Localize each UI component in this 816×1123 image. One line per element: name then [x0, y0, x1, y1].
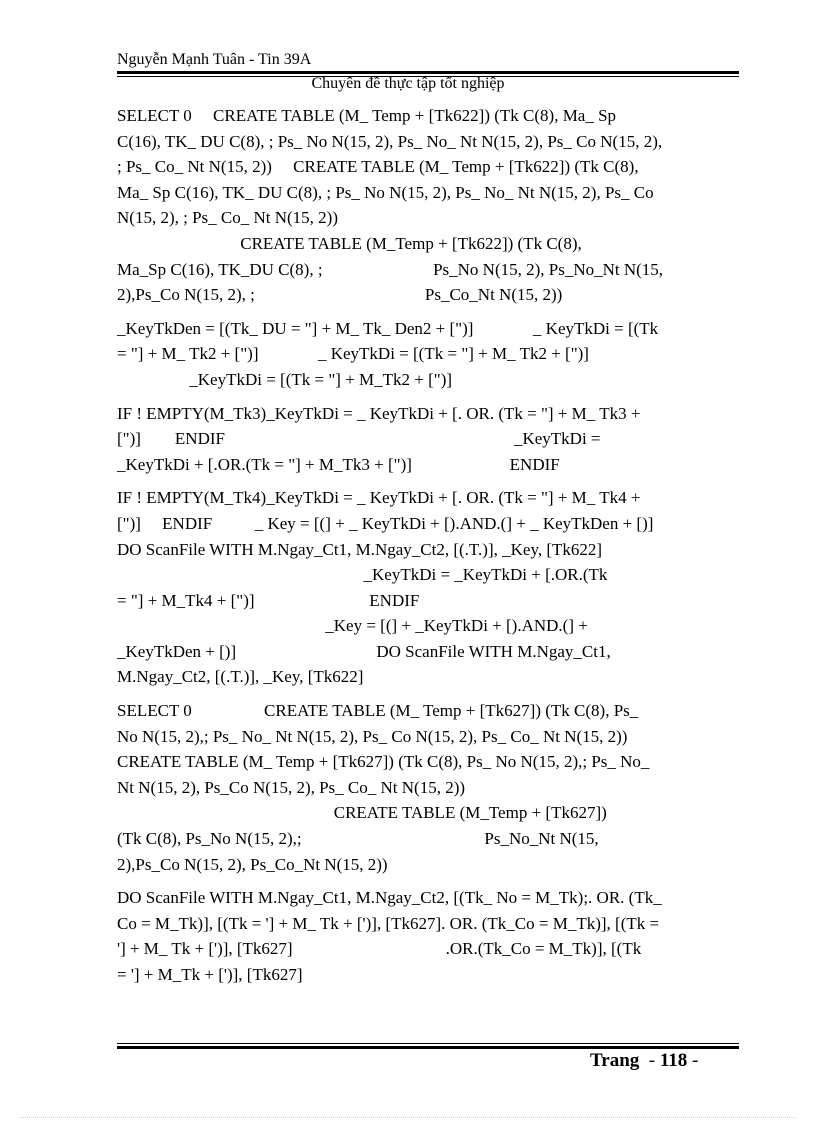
code-line: No N(15, 2),; Ps_ No_ Nt N(15, 2), Ps_ Co N(15, 2), Ps_ Co_ Nt N(15, 2))	[117, 726, 628, 746]
code-paragraph	[117, 698, 739, 877]
document-subtitle: Chuyên đề thực tập tốt nghiệp	[311, 75, 505, 92]
code-line: IF ! EMPTY(M_Tk4)_KeyTkDi = _ KeyTkDi + [. OR. (Tk = "] + M_ Tk4 +	[117, 488, 641, 508]
page-edge-dots	[20, 1117, 796, 1118]
code-line: = '] + M_Tk + [')], [Tk627]	[117, 965, 303, 984]
code-line: = "] + M_Tk4 + [")] ENDIF	[117, 590, 420, 610]
code-line: CREATE TABLE (M_Temp + [Tk622]) (Tk C(8),	[117, 233, 582, 253]
code-line: SELECT 0 CREATE TABLE (M_ Temp + [Tk622]) (Tk C(8), Ma_ Sp	[117, 106, 617, 125]
code-line: [")] ENDIF _KeyTkDi =	[117, 429, 601, 449]
page-footer	[590, 1050, 698, 1072]
page-label: Trang	[590, 1050, 640, 1071]
code-line: [")] ENDIF _ Key = [(] + _ KeyTkDi + [).AND.(] + _ KeyTkDen + [)]	[117, 513, 654, 533]
author-header: Nguyễn Mạnh Tuân - Tin 39A	[117, 51, 312, 68]
code-line: _KeyTkDi = [(Tk = "] + M_Tk2 + [")]	[117, 369, 453, 389]
code-line: C(16), TK_ DU C(8), ; Ps_ No N(15, 2), Ps_ No_ Nt N(15, 2), Ps_ Co N(15, 2),	[117, 131, 663, 151]
code-line: DO ScanFile WITH M.Ngay_Ct1, M.Ngay_Ct2, [(Tk_ No = M_Tk);. OR. (Tk_	[117, 888, 662, 908]
code-line: N(15, 2), ; Ps_ Co_ Nt N(15, 2))	[117, 208, 338, 228]
code-paragraph	[117, 885, 739, 987]
code-line: _Key = [(] + _KeyTkDi + [).AND.(] +	[117, 616, 588, 636]
code-line: SELECT 0 CREATE TABLE (M_ Temp + [Tk627]) (Tk C(8), Ps_	[117, 701, 639, 721]
code-line: DO ScanFile WITH M.Ngay_Ct1, M.Ngay_Ct2, [(.T.)], _Key, [Tk622]	[117, 539, 603, 559]
code-line: Ma_ Sp C(16), TK_ DU C(8), ; Ps_ No N(15, 2), Ps_ No_ Nt N(15, 2), Ps_ Co	[117, 182, 654, 202]
page-dash-before: -	[639, 1050, 660, 1071]
footer-rule	[117, 1043, 739, 1049]
code-body	[117, 103, 739, 996]
code-line: = "] + M_ Tk2 + [")] _ KeyTkDi = [(Tk = "] + M_ Tk2 + [")]	[117, 344, 589, 364]
page-number: 118	[659, 1050, 688, 1071]
code-line: '] + M_ Tk + [')], [Tk627] .OR.(Tk_Co = M_Tk)], [(Tk	[117, 939, 642, 959]
code-line: Nt N(15, 2), Ps_Co N(15, 2), Ps_ Co_ Nt N(15, 2))	[117, 777, 466, 797]
code-line: _KeyTkDen + [)] DO ScanFile WITH M.Ngay_Ct1,	[117, 641, 611, 661]
page-dash-after: -	[687, 1050, 699, 1071]
code-line: IF ! EMPTY(M_Tk3)_KeyTkDi = _ KeyTkDi + [. OR. (Tk = "] + M_ Tk3 +	[117, 403, 641, 423]
code-line: 2),Ps_Co N(15, 2), Ps_Co_Nt N(15, 2))	[117, 854, 388, 874]
code-line: Co = M_Tk)], [(Tk = '] + M_ Tk + [')], [Tk627]. OR. (Tk_Co = M_Tk)], [(Tk =	[117, 913, 660, 933]
code-paragraph	[117, 485, 739, 690]
code-paragraph	[117, 401, 739, 478]
code-line: _KeyTkDi = _KeyTkDi + [.OR.(Tk	[117, 565, 608, 585]
code-line: 2),Ps_Co N(15, 2), ; Ps_Co_Nt N(15, 2))	[117, 285, 563, 305]
code-paragraph	[117, 103, 739, 308]
code-line: (Tk C(8), Ps_No N(15, 2),; Ps_No_Nt N(15,	[117, 829, 599, 849]
code-line: ; Ps_ Co_ Nt N(15, 2)) CREATE TABLE (M_ Temp + [Tk622]) (Tk C(8),	[117, 157, 639, 177]
code-line: _KeyTkDi + [.OR.(Tk = "] + M_Tk3 + [")] ENDIF	[117, 454, 560, 474]
code-line: _KeyTkDen = [(Tk_ DU = "] + M_ Tk_ Den2 + [")] _ KeyTkDi = [(Tk	[117, 318, 659, 338]
code-line: CREATE TABLE (M_Temp + [Tk627])	[117, 803, 607, 823]
code-line: CREATE TABLE (M_ Temp + [Tk627]) (Tk C(8), Ps_ No N(15, 2),; Ps_ No_	[117, 752, 650, 772]
code-line: Ma_Sp C(16), TK_DU C(8), ; Ps_No N(15, 2), Ps_No_Nt N(15,	[117, 259, 664, 279]
code-paragraph	[117, 316, 739, 393]
code-line: M.Ngay_Ct2, [(.T.)], _Key, [Tk622]	[117, 667, 364, 687]
